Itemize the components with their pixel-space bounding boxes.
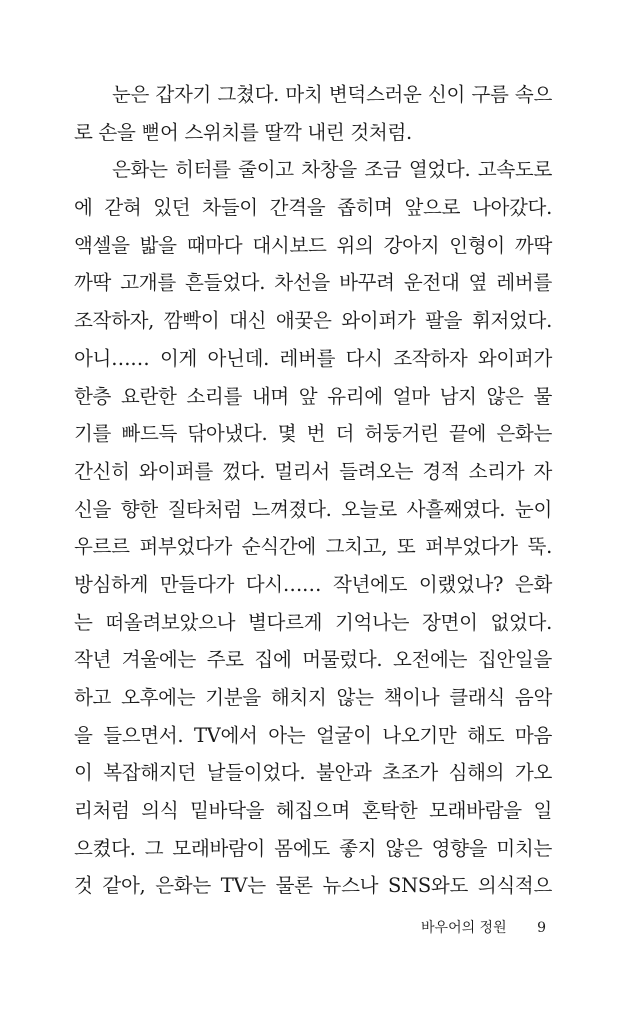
- text-line: 액셀을 밟을 때마다 대시보드 위의 강아지 인형이 까딱: [74, 233, 552, 257]
- page-footer: [421, 916, 546, 940]
- text-line: 기를 빠드득 닦아냈다. 몇 번 더 허둥거린 끝에 은화는: [74, 422, 552, 446]
- text-line: 리처럼 의식 밑바닥을 헤집으며 혼탁한 모래바람을 일: [74, 799, 552, 823]
- text-line: 신을 향한 질타처럼 느껴졌다. 오늘로 사흘째였다. 눈이: [74, 497, 552, 521]
- text-line: 으켰다. 그 모래바람이 몸에도 좋지 않은 영향을 미치는: [74, 836, 552, 860]
- text-line: 우르르 퍼부었다가 순식간에 그치고, 또 퍼부었다가 뚝.: [74, 535, 552, 559]
- page-number: 9: [537, 920, 546, 936]
- text-line: 로 손을 뻗어 스위치를 딸깍 내린 것처럼.: [74, 120, 412, 144]
- body-text: [74, 76, 552, 905]
- text-line: 한층 요란한 소리를 내며 앞 유리에 얼마 남지 않은 물: [74, 384, 552, 408]
- text-line: 조작하자, 깜빡이 대신 애꿎은 와이퍼가 팔을 휘저었다.: [74, 309, 552, 333]
- text-line: 눈은 갑자기 그쳤다. 마치 변덕스러운 신이 구름 속으: [112, 83, 552, 106]
- text-line: 방심하게 만들다가 다시…… 작년에도 이랬었나? 은화: [74, 572, 552, 596]
- text-line: 이 복잡해지던 날들이었다. 불안과 초조가 심해의 가오: [74, 761, 552, 785]
- text-line: 까딱 고개를 흔들었다. 차선을 바꾸려 운전대 옆 레버를: [74, 271, 552, 295]
- text-line: 아니…… 이게 아닌데. 레버를 다시 조작하자 와이퍼가: [74, 346, 552, 370]
- running-title: 바우어의 정원: [421, 920, 507, 936]
- text-line: 을 들으면서. TV에서 아는 얼굴이 나오기만 해도 마음: [74, 723, 552, 747]
- text-line: 하고 오후에는 기분을 해치지 않는 책이나 클래식 음악: [74, 686, 552, 709]
- text-line: 에 갇혀 있던 차들이 간격을 좁히며 앞으로 나아갔다.: [74, 196, 552, 220]
- text-line: 는 떠올려보았으나 별다르게 기억나는 장면이 없었다.: [74, 610, 552, 634]
- text-line: 간신히 와이퍼를 껐다. 멀리서 들려오는 경적 소리가 자: [74, 459, 552, 483]
- text-line: 은화는 히터를 줄이고 차창을 조금 열었다. 고속도로: [112, 158, 552, 182]
- text-line: 작년 겨울에는 주로 집에 머물렀다. 오전에는 집안일을: [74, 648, 552, 672]
- text-line: 것 같아, 은화는 TV는 물론 뉴스나 SNS와도 의식적으: [74, 874, 552, 898]
